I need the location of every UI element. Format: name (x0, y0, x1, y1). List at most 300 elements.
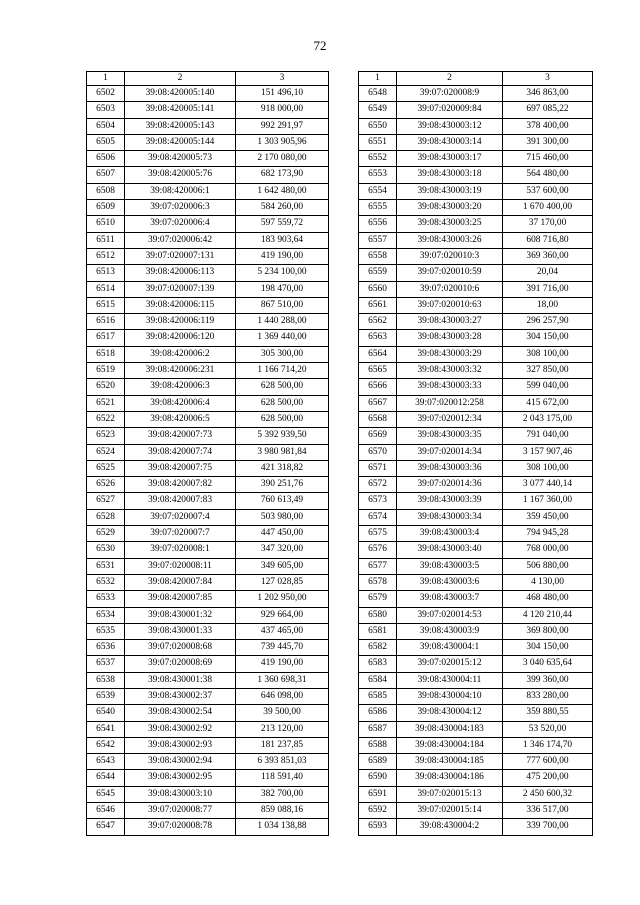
value-cell: 437 465,00 (236, 623, 329, 639)
cadastral-number-cell: 39:07:020012:34 (397, 411, 503, 427)
value-cell: 419 190,00 (236, 248, 329, 264)
cadastral-number-cell: 39:08:430003:32 (397, 363, 503, 379)
row-number-cell: 6514 (87, 281, 125, 297)
row-number-cell: 6542 (87, 737, 125, 753)
table-row (359, 363, 593, 379)
value-cell: 929 664,00 (236, 607, 329, 623)
row-number-cell: 6507 (87, 167, 125, 183)
cadastral-number-cell: 39:08:430004:184 (397, 737, 503, 753)
table-row (359, 411, 593, 427)
cadastral-number-cell: 39:08:430004:183 (397, 721, 503, 737)
row-number-cell: 6528 (87, 509, 125, 525)
row-number-cell: 6531 (87, 558, 125, 574)
row-number-cell: 6530 (87, 542, 125, 558)
row-number-cell: 6569 (359, 428, 397, 444)
table-row (87, 395, 329, 411)
table-row (87, 297, 329, 313)
value-cell: 468 480,00 (503, 591, 593, 607)
row-number-cell: 6537 (87, 656, 125, 672)
cadastral-number-cell: 39:08:430002:37 (125, 688, 236, 704)
table-row (87, 281, 329, 297)
cadastral-number-cell: 39:07:020015:12 (397, 656, 503, 672)
row-number-cell: 6563 (359, 330, 397, 346)
table-row (87, 265, 329, 281)
value-cell: 1 167 360,00 (503, 493, 593, 509)
row-number-cell: 6584 (359, 672, 397, 688)
table-row (359, 444, 593, 460)
table-row (87, 721, 329, 737)
value-cell: 308 100,00 (503, 460, 593, 476)
cadastral-number-cell: 39:07:020014:36 (397, 477, 503, 493)
table-row (359, 379, 593, 395)
value-cell: 53 520,00 (503, 721, 593, 737)
row-number-cell: 6503 (87, 102, 125, 118)
row-number-cell: 6552 (359, 151, 397, 167)
value-cell: 537 600,00 (503, 183, 593, 199)
table-row (87, 183, 329, 199)
table-row (359, 86, 593, 102)
value-cell: 151 496,10 (236, 86, 329, 102)
row-number-cell: 6505 (87, 134, 125, 150)
cadastral-number-cell: 39:08:420006:4 (125, 395, 236, 411)
cadastral-number-cell: 39:08:420005:73 (125, 151, 236, 167)
row-number-cell: 6582 (359, 640, 397, 656)
cadastral-number-cell: 39:08:430003:6 (397, 574, 503, 590)
table-row (359, 574, 593, 590)
table-row (359, 167, 593, 183)
table-header-row (87, 72, 329, 86)
value-cell: 768 000,00 (503, 542, 593, 558)
value-cell: 447 450,00 (236, 526, 329, 542)
value-cell: 584 260,00 (236, 200, 329, 216)
cadastral-number-cell: 39:08:420007:73 (125, 428, 236, 444)
value-cell: 3 077 440,14 (503, 477, 593, 493)
table-row (359, 786, 593, 802)
row-number-cell: 6518 (87, 346, 125, 362)
value-cell: 183 903,64 (236, 232, 329, 248)
table-row (87, 770, 329, 786)
cadastral-number-cell: 39:08:430003:4 (397, 526, 503, 542)
value-cell: 628 500,00 (236, 395, 329, 411)
value-cell: 4 130,00 (503, 574, 593, 590)
row-number-cell: 6591 (359, 786, 397, 802)
row-number-cell: 6522 (87, 411, 125, 427)
row-number-cell: 6560 (359, 281, 397, 297)
value-cell: 1 670 400,00 (503, 200, 593, 216)
row-number-cell: 6587 (359, 721, 397, 737)
cadastral-number-cell: 39:07:020010:59 (397, 265, 503, 281)
row-number-cell: 6555 (359, 200, 397, 216)
value-cell: 20,04 (503, 265, 593, 281)
cadastral-number-cell: 39:08:420007:75 (125, 460, 236, 476)
value-cell: 304 150,00 (503, 330, 593, 346)
table-row (87, 640, 329, 656)
table-row (87, 754, 329, 770)
value-cell: 18,00 (503, 297, 593, 313)
row-number-cell: 6539 (87, 688, 125, 704)
table-row (359, 330, 593, 346)
value-cell: 37 170,00 (503, 216, 593, 232)
cadastral-number-cell: 39:07:020007:7 (125, 526, 236, 542)
value-cell: 359 880,55 (503, 705, 593, 721)
value-cell: 859 088,16 (236, 803, 329, 819)
cadastral-number-cell: 39:08:420006:231 (125, 363, 236, 379)
cadastral-number-cell: 39:07:020010:3 (397, 248, 503, 264)
value-cell: 1 360 698,31 (236, 672, 329, 688)
row-number-cell: 6550 (359, 118, 397, 134)
value-cell: 992 291,97 (236, 118, 329, 134)
cadastral-number-cell: 39:08:430003:10 (125, 786, 236, 802)
cadastral-number-cell: 39:07:020008:78 (125, 819, 236, 835)
row-number-cell: 6583 (359, 656, 397, 672)
row-number-cell: 6525 (87, 460, 125, 476)
row-number-cell: 6538 (87, 672, 125, 688)
row-number-cell: 6561 (359, 297, 397, 313)
row-number-cell: 6509 (87, 200, 125, 216)
row-number-cell: 6586 (359, 705, 397, 721)
table-row (87, 346, 329, 362)
table-row (87, 558, 329, 574)
table-row (87, 444, 329, 460)
cadastral-number-cell: 39:08:430003:36 (397, 460, 503, 476)
row-number-cell: 6534 (87, 607, 125, 623)
cadastral-number-cell: 39:08:430003:5 (397, 558, 503, 574)
cadastral-number-cell: 39:08:430002:95 (125, 770, 236, 786)
cadastral-number-cell: 39:08:430003:27 (397, 314, 503, 330)
cadastral-number-cell: 39:08:430002:93 (125, 737, 236, 753)
table-row (359, 770, 593, 786)
column-header: 2 (125, 72, 236, 86)
table-row (87, 216, 329, 232)
row-number-cell: 6573 (359, 493, 397, 509)
table-row (87, 363, 329, 379)
value-cell: 1 440 288,00 (236, 314, 329, 330)
value-cell: 419 190,00 (236, 656, 329, 672)
value-cell: 198 470,00 (236, 281, 329, 297)
row-number-cell: 6502 (87, 86, 125, 102)
row-number-cell: 6535 (87, 623, 125, 639)
table-row (359, 281, 593, 297)
value-cell: 646 098,00 (236, 688, 329, 704)
value-cell: 5 234 100,00 (236, 265, 329, 281)
cadastral-number-cell: 39:08:430003:14 (397, 134, 503, 150)
value-cell: 3 980 981,84 (236, 444, 329, 460)
cadastral-number-cell: 39:07:020014:34 (397, 444, 503, 460)
cadastral-number-cell: 39:08:420007:82 (125, 477, 236, 493)
table-row (87, 411, 329, 427)
cadastral-number-cell: 39:08:420006:3 (125, 379, 236, 395)
cadastral-number-cell: 39:08:430003:35 (397, 428, 503, 444)
cadastral-number-cell: 39:08:420006:113 (125, 265, 236, 281)
table-row (87, 460, 329, 476)
row-number-cell: 6565 (359, 363, 397, 379)
value-cell: 833 280,00 (503, 688, 593, 704)
row-number-cell: 6559 (359, 265, 397, 281)
table-row (359, 232, 593, 248)
table-row (359, 151, 593, 167)
table-row (359, 248, 593, 264)
row-number-cell: 6564 (359, 346, 397, 362)
row-number-cell: 6556 (359, 216, 397, 232)
cadastral-number-cell: 39:07:020014:53 (397, 607, 503, 623)
table-row (359, 640, 593, 656)
value-cell: 3 157 907,46 (503, 444, 593, 460)
value-cell: 1 303 905,96 (236, 134, 329, 150)
value-cell: 1 202 950,00 (236, 591, 329, 607)
row-number-cell: 6504 (87, 118, 125, 134)
value-cell: 127 028,85 (236, 574, 329, 590)
value-cell: 564 480,00 (503, 167, 593, 183)
value-cell: 608 716,80 (503, 232, 593, 248)
table-row (359, 688, 593, 704)
table-row (87, 428, 329, 444)
row-number-cell: 6544 (87, 770, 125, 786)
cadastral-number-cell: 39:08:430004:1 (397, 640, 503, 656)
row-number-cell: 6571 (359, 460, 397, 476)
value-cell: 628 500,00 (236, 411, 329, 427)
cadastral-number-cell: 39:08:430003:39 (397, 493, 503, 509)
row-number-cell: 6512 (87, 248, 125, 264)
row-number-cell: 6529 (87, 526, 125, 542)
value-cell: 2 043 175,00 (503, 411, 593, 427)
table-row (87, 477, 329, 493)
value-cell: 3 040 635,64 (503, 656, 593, 672)
table-row (359, 526, 593, 542)
cadastral-number-cell: 39:07:020008:77 (125, 803, 236, 819)
value-cell: 305 300,00 (236, 346, 329, 362)
table-row (359, 672, 593, 688)
row-number-cell: 6570 (359, 444, 397, 460)
cadastral-number-cell: 39:07:020006:4 (125, 216, 236, 232)
value-cell: 421 318,82 (236, 460, 329, 476)
cadastral-number-cell: 39:08:430003:20 (397, 200, 503, 216)
table-row (87, 819, 329, 835)
row-number-cell: 6520 (87, 379, 125, 395)
row-number-cell: 6574 (359, 509, 397, 525)
row-number-cell: 6593 (359, 819, 397, 835)
table-row (359, 607, 593, 623)
column-header: 1 (87, 72, 125, 86)
cadastral-number-cell: 39:08:420005:76 (125, 167, 236, 183)
cadastral-number-cell: 39:08:420007:85 (125, 591, 236, 607)
value-cell: 213 120,00 (236, 721, 329, 737)
cadastral-number-cell: 39:08:430003:25 (397, 216, 503, 232)
cadastral-number-cell: 39:07:020006:42 (125, 232, 236, 248)
cadastral-number-cell: 39:07:020007:139 (125, 281, 236, 297)
row-number-cell: 6513 (87, 265, 125, 281)
row-number-cell: 6543 (87, 754, 125, 770)
row-number-cell: 6568 (359, 411, 397, 427)
row-number-cell: 6575 (359, 526, 397, 542)
column-header: 3 (236, 72, 329, 86)
table-row (359, 542, 593, 558)
table-row (87, 607, 329, 623)
table-row (359, 314, 593, 330)
value-cell: 369 360,00 (503, 248, 593, 264)
value-cell: 2 450 600,32 (503, 786, 593, 802)
value-cell: 296 257,90 (503, 314, 593, 330)
table-row (87, 493, 329, 509)
table-row (87, 330, 329, 346)
table-row (87, 248, 329, 264)
row-number-cell: 6580 (359, 607, 397, 623)
value-cell: 1 369 440,00 (236, 330, 329, 346)
table-row (87, 688, 329, 704)
row-number-cell: 6566 (359, 379, 397, 395)
row-number-cell: 6549 (359, 102, 397, 118)
value-cell: 4 120 210,44 (503, 607, 593, 623)
value-cell: 391 300,00 (503, 134, 593, 150)
value-cell: 349 605,00 (236, 558, 329, 574)
table-row (359, 721, 593, 737)
row-number-cell: 6578 (359, 574, 397, 590)
cadastral-number-cell: 39:08:430004:11 (397, 672, 503, 688)
row-number-cell: 6517 (87, 330, 125, 346)
cadastral-number-cell: 39:08:430004:186 (397, 770, 503, 786)
table-row (87, 786, 329, 802)
table-row (359, 656, 593, 672)
cadastral-number-cell: 39:08:430002:92 (125, 721, 236, 737)
row-number-cell: 6524 (87, 444, 125, 460)
table-row (87, 526, 329, 542)
cadastral-number-cell: 39:08:430001:33 (125, 623, 236, 639)
cadastral-number-cell: 39:07:020008:1 (125, 542, 236, 558)
cadastral-number-cell: 39:08:420007:83 (125, 493, 236, 509)
cadastral-number-cell: 39:08:430003:26 (397, 232, 503, 248)
table-row (87, 232, 329, 248)
table-row (87, 623, 329, 639)
table-row (87, 134, 329, 150)
row-number-cell: 6551 (359, 134, 397, 150)
table-row (87, 314, 329, 330)
cadastral-number-cell: 39:08:420006:5 (125, 411, 236, 427)
cadastral-number-cell: 39:08:430003:34 (397, 509, 503, 525)
cadastral-number-cell: 39:07:020008:69 (125, 656, 236, 672)
cadastral-number-cell: 39:08:420006:2 (125, 346, 236, 362)
value-cell: 399 360,00 (503, 672, 593, 688)
value-cell: 682 173,90 (236, 167, 329, 183)
row-number-cell: 6562 (359, 314, 397, 330)
cadastral-number-cell: 39:08:430003:9 (397, 623, 503, 639)
cadastral-number-cell: 39:08:430004:12 (397, 705, 503, 721)
cadastral-number-cell: 39:07:020015:14 (397, 803, 503, 819)
value-cell: 1 346 174,70 (503, 737, 593, 753)
cadastral-number-cell: 39:08:420007:74 (125, 444, 236, 460)
value-cell: 369 800,00 (503, 623, 593, 639)
table-row (359, 297, 593, 313)
cadastral-number-cell: 39:08:430004:185 (397, 754, 503, 770)
value-cell: 503 980,00 (236, 509, 329, 525)
row-number-cell: 6545 (87, 786, 125, 802)
cadastral-number-cell: 39:07:020007:4 (125, 509, 236, 525)
cadastral-number-cell: 39:08:420007:84 (125, 574, 236, 590)
cadastral-number-cell: 39:08:430004:10 (397, 688, 503, 704)
cadastral-number-cell: 39:07:020008:9 (397, 86, 503, 102)
row-number-cell: 6508 (87, 183, 125, 199)
row-number-cell: 6577 (359, 558, 397, 574)
table-header-row (359, 72, 593, 86)
value-cell: 382 700,00 (236, 786, 329, 802)
cadastral-number-cell: 39:08:420006:1 (125, 183, 236, 199)
row-number-cell: 6526 (87, 477, 125, 493)
row-number-cell: 6585 (359, 688, 397, 704)
row-number-cell: 6546 (87, 803, 125, 819)
row-number-cell: 6579 (359, 591, 397, 607)
value-cell: 475 200,00 (503, 770, 593, 786)
row-number-cell: 6548 (359, 86, 397, 102)
table-row (87, 705, 329, 721)
table-row (359, 134, 593, 150)
table-row (87, 509, 329, 525)
table-row (359, 819, 593, 835)
cadastral-number-cell: 39:08:430003:29 (397, 346, 503, 362)
cadastral-number-cell: 39:08:420005:141 (125, 102, 236, 118)
row-number-cell: 6553 (359, 167, 397, 183)
cadastral-number-cell: 39:08:430003:7 (397, 591, 503, 607)
table-row (87, 200, 329, 216)
cadastral-number-cell: 39:08:430001:38 (125, 672, 236, 688)
cadastral-number-cell: 39:08:430002:94 (125, 754, 236, 770)
cadastral-number-cell: 39:08:420005:140 (125, 86, 236, 102)
cadastral-number-cell: 39:08:430004:2 (397, 819, 503, 835)
table-row (87, 591, 329, 607)
table-row (87, 118, 329, 134)
row-number-cell: 6521 (87, 395, 125, 411)
table-row (359, 705, 593, 721)
value-cell: 1 166 714,20 (236, 363, 329, 379)
cadastral-number-cell: 39:07:020012:258 (397, 395, 503, 411)
cadastral-number-cell: 39:08:430002:54 (125, 705, 236, 721)
value-cell: 359 450,00 (503, 509, 593, 525)
table-row (359, 118, 593, 134)
table-row (359, 428, 593, 444)
row-number-cell: 6590 (359, 770, 397, 786)
value-cell: 339 700,00 (503, 819, 593, 835)
table-row (87, 542, 329, 558)
cadastral-number-cell: 39:07:020006:3 (125, 200, 236, 216)
table-row (359, 216, 593, 232)
row-number-cell: 6558 (359, 248, 397, 264)
column-header: 2 (397, 72, 503, 86)
table-row (359, 460, 593, 476)
row-number-cell: 6523 (87, 428, 125, 444)
row-number-cell: 6572 (359, 477, 397, 493)
cadastral-number-cell: 39:08:430003:33 (397, 379, 503, 395)
table-row (87, 167, 329, 183)
column-header: 3 (503, 72, 593, 86)
value-cell: 6 393 851,03 (236, 754, 329, 770)
row-number-cell: 6515 (87, 297, 125, 313)
table-row (87, 737, 329, 753)
table-row (359, 623, 593, 639)
value-cell: 304 150,00 (503, 640, 593, 656)
value-cell: 628 500,00 (236, 379, 329, 395)
value-cell: 415 672,00 (503, 395, 593, 411)
table-row (87, 102, 329, 118)
row-number-cell: 6540 (87, 705, 125, 721)
row-number-cell: 6557 (359, 232, 397, 248)
row-number-cell: 6576 (359, 542, 397, 558)
column-header: 1 (359, 72, 397, 86)
table-row (87, 656, 329, 672)
value-cell: 5 392 939,50 (236, 428, 329, 444)
cadastral-number-cell: 39:07:020008:68 (125, 640, 236, 656)
value-cell: 697 085,22 (503, 102, 593, 118)
cadastral-number-cell: 39:08:430003:40 (397, 542, 503, 558)
cadastral-number-cell: 39:08:420005:144 (125, 134, 236, 150)
value-cell: 1 034 138,88 (236, 819, 329, 835)
value-cell: 918 000,00 (236, 102, 329, 118)
